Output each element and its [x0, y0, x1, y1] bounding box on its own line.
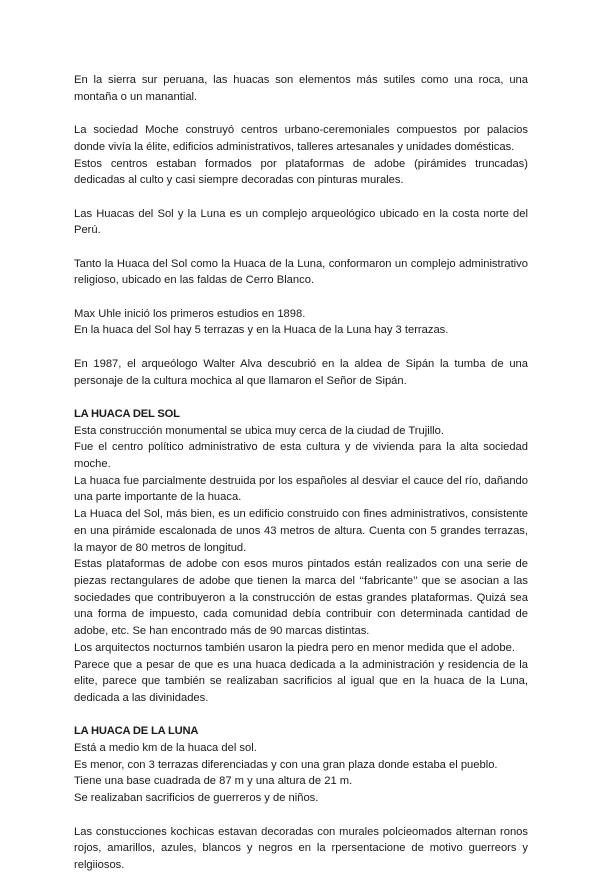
- paragraph-senor-de-sipan: En 1987, el arqueólogo Walter Alva descubrió en la aldea de Sipán la tumba de una personaje de la cultura mochica al que llamaron el Señor de Sipán.: [74, 357, 528, 387]
- heading-huaca-de-la-luna: LA HUACA DE LA LUNA: [74, 725, 199, 738]
- paragraph-sociedad-moche: La sociedad Moche construyó centros urbano-ceremoniales compuestos por palacios donde vivía la élite, edificios administrativos, talleres artesanales y unidades domésticas.: [74, 124, 528, 153]
- luna-line-sacrificios: Se realizaban sacrificios de guerreros y de niños.: [74, 792, 319, 805]
- paragraph-centros-plataformas: Estos centros estaban formados por plataformas de adobe (pirámides truncadas) dedicadas al culto y casi siempre decoradas con pinturas murales.: [74, 157, 528, 187]
- sol-line-arquitectos: Los arquitectos nocturnos también usaron la piedra pero en menor medida que el adobe.: [74, 641, 515, 654]
- heading-huaca-del-sol: LA HUACA DEL SOL: [74, 407, 180, 420]
- paragraph-terrazas: En la huaca del Sol hay 5 terrazas y en la Huaca de la Luna hay 3 terrazas.: [74, 324, 449, 337]
- luna-line-terrazas: Es menor, con 3 terrazas diferenciadas y con una gran plaza donde estaba el pueblo.: [74, 758, 498, 771]
- sol-line-destruida: La huaca fue parcialmente destruida por los españoles al desviar el cauce del río, dañando una parte importante de la huaca.: [74, 474, 528, 504]
- paragraph-max-uhle: Max Uhle inició los primeros estudios en 1898.: [74, 307, 306, 320]
- sol-line-plataformas-adobe: Estas plataformas de adobe con esos muros pintados están realizados con una serie de piezas rectangulares de adobe que tienen la marca del ‘‘fabricante’’ que se asocian a las sociedades que contribuyeron a la construcción de estas grandes plataformas. Quizá sea una forma de impuesto, cada comunidad debía contribuir con determinada cantidad de adobe, etc. Se han encontrado más de 90 marcas distintas.: [74, 558, 528, 638]
- paragraph-complejo-administrativo: Tanto la Huaca del Sol como la Huaca de la Luna, conformaron un complejo administrativo religioso, ubicado en las faldas de Cerro Blanco.: [74, 257, 528, 287]
- sol-line-ubicacion: Esta construcción monumental se ubica muy cerca de la ciudad de Trujillo.: [74, 424, 444, 437]
- sol-line-centro-politico: Fue el centro político administrativo de esta cultura y de vivienda para la alta sociedad moche.: [74, 441, 528, 471]
- document-body: [74, 72, 528, 874]
- paragraph-huacas-sierra: En la sierra sur peruana, las huacas son elementos más sutiles como una roca, una montaña o un manantial.: [74, 74, 528, 103]
- paragraph-construcciones-murales: Las constucciones kochicas estavan decoradas con murales polcieomados alternan ronos rojos, amarillos, azules, blancos y negros en la rpersentacione de motivo guerreors y relgiiosos.: [74, 825, 528, 871]
- sol-line-sacrificios: Parece que a pesar de que es una huaca dedicada a la administración y residencia de la elite, parece que también se realizaban sacrificios al igual que en la huaca de la Luna, dedicada a las divinidades.: [74, 658, 528, 704]
- sol-line-edificio: La Huaca del Sol, más bien, es un edificio construido con fines administrativos, consistente en una pirámide escalonada de unos 43 metros de altura. Cuenta con 5 grandes terrazas, la mayor de 80 metros de longitud.: [74, 508, 528, 554]
- luna-line-base: Tiene una base cuadrada de 87 m y una altura de 21 m.: [74, 775, 353, 788]
- luna-line-distancia: Está a medio km de la huaca del sol.: [74, 742, 257, 755]
- paragraph-complejo-arqueologico: Las Huacas del Sol y la Luna es un complejo arqueológico ubicado en la costa norte del Perú.: [74, 207, 528, 237]
